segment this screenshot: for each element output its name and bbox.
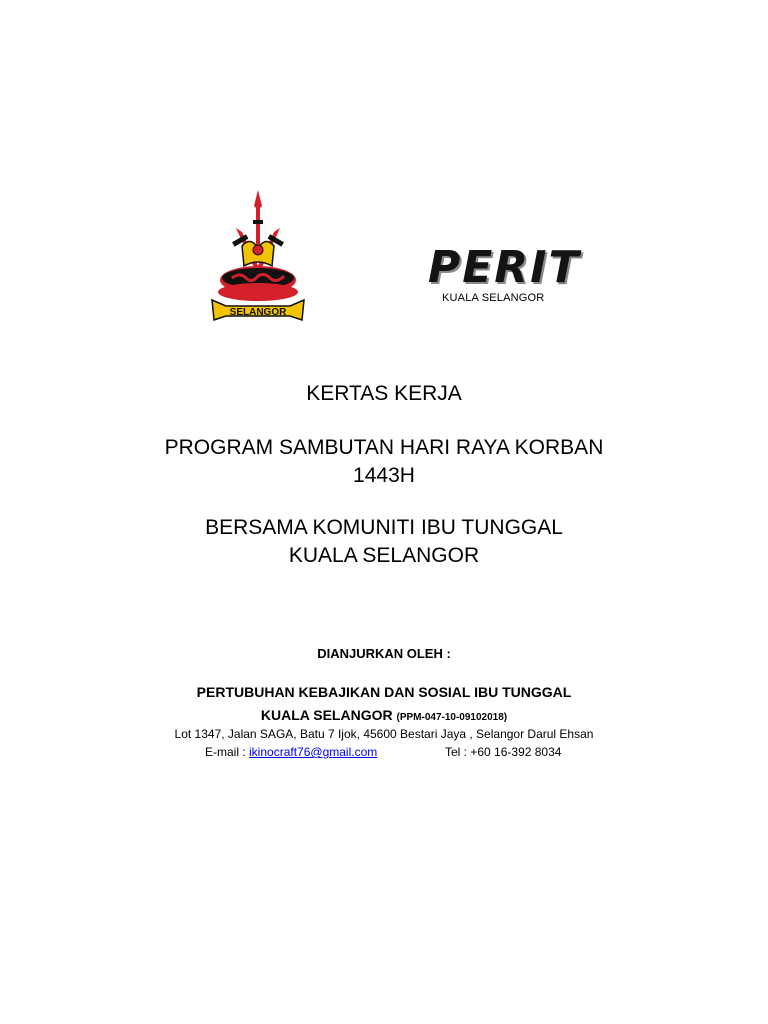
- selangor-crest-logo: [206, 188, 310, 330]
- tel-number: +60 16-392 8034: [470, 745, 562, 759]
- tel-group: [445, 745, 561, 759]
- email-label: E-mail :: [205, 745, 246, 759]
- organisation-name-line2: [0, 707, 768, 723]
- contact-line: [0, 745, 768, 761]
- perit-logo-subtitle: KUALA SELANGOR: [442, 292, 545, 304]
- perit-logo: [428, 242, 598, 312]
- document-title: KERTAS KERJA: [306, 382, 462, 405]
- community-title-line2: KUALA SELANGOR: [288, 544, 480, 567]
- program-title-line2: 1443H: [353, 464, 415, 487]
- tel-label: Tel :: [445, 745, 468, 759]
- organisation-address: Lot 1347, Jalan SAGA, Batu 7 Ijok, 45600 Bestari Jaya , Selangor Darul Ehsan: [174, 727, 594, 741]
- email-link[interactable]: ikinocraft76@gmail.com: [249, 745, 378, 759]
- community-title-line1: BERSAMA KOMUNITI IBU TUNGGAL: [205, 516, 563, 539]
- email-group: [205, 745, 377, 759]
- crest-banner-text: SELANGOR: [229, 307, 287, 318]
- program-title-line1: PROGRAM SAMBUTAN HARI RAYA KORBAN: [164, 436, 604, 459]
- perit-logo-word: PERIT: [428, 242, 581, 293]
- organisation-name-text: KUALA SELANGOR: [260, 707, 393, 723]
- registration-number: (PPM-047-10-09102018): [396, 712, 508, 723]
- organisation-name-line1: PERTUBUHAN KEBAJIKAN DAN SOSIAL IBU TUNGGAL: [196, 684, 572, 700]
- organised-by-label: DIANJURKAN OLEH :: [317, 646, 451, 661]
